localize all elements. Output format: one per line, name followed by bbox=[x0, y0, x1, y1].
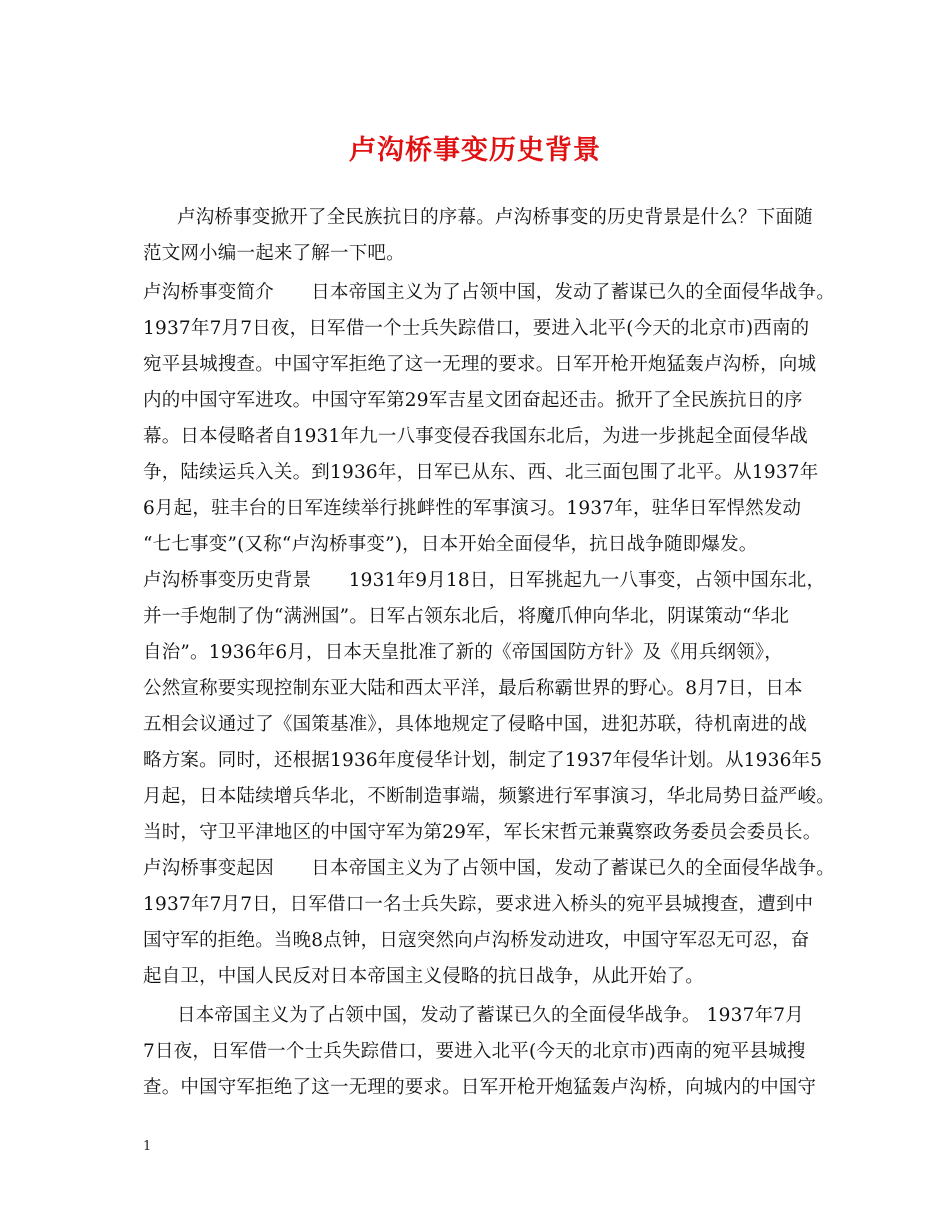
text-line: 公然宣称要实现控制东亚大陆和西太平洋，最后称霸世界的野心。8月7日，日本 bbox=[143, 678, 803, 699]
text-line: 卢沟桥事变简介 日本帝国主义为了占领中国，发动了蓄谋已久的全面侵华战争。 bbox=[143, 282, 835, 303]
text-line: 争，陆续运兵入关。到1936年，日军已从东、西、北三面包围了北平。从1937年 bbox=[143, 462, 819, 483]
text-line: 日本帝国主义为了占领中国，发动了蓄谋已久的全面侵华战争。 1937年7月 bbox=[177, 1005, 804, 1026]
page-number: 1 bbox=[143, 1139, 152, 1154]
text-line: 宛平县城搜查。中国守军拒绝了这一无理的要求。日军开枪开炮猛轰卢沟桥，向城 bbox=[143, 354, 817, 375]
text-line: 五相会议通过了《国策基准》，具体地规定了侵略中国，进犯苏联，待机南进的战 bbox=[143, 714, 807, 735]
text-line: 自治”。1936年6月，日本天皇批准了新的《帝国国防方针》及《用兵纲领》， bbox=[143, 642, 783, 663]
text-line: 1937年7月7日夜，日军借一个士兵失踪借口，要进入北平(今天的北京市)西南的 bbox=[143, 318, 810, 339]
page-title: 卢沟桥事变历史背景 bbox=[349, 135, 601, 166]
text-line: 1937年7月7日，日军借口一名士兵失踪，要求进入桥头的宛平县城搜查，遭到中 bbox=[143, 894, 814, 915]
text-line: 略方案。同时，还根据1936年度侵华计划，制定了1937年侵华计划。从1936年5 bbox=[143, 750, 823, 771]
text-line: 6月起，驻丰台的日军连续举行挑衅性的军事演习。1937年，驻华日军悍然发动 bbox=[143, 498, 802, 519]
text-line: 月起，日本陆续增兵华北，不断制造事端，频繁进行军事演习，华北局势日益严峻。 bbox=[143, 786, 835, 807]
text-line: 国守军的拒绝。当晚8点钟，日寇突然向卢沟桥发动进攻，中国守军忍无可忍，奋 bbox=[143, 930, 810, 951]
text-line: 起自卫，中国人民反对日本帝国主义侵略的抗日战争，从此开始了。 bbox=[143, 966, 705, 987]
text-line: 卢沟桥事变起因 日本帝国主义为了占领中国，发动了蓄谋已久的全面侵华战争。 bbox=[143, 858, 835, 879]
text-line: 卢沟桥事变掀开了全民族抗日的序幕。卢沟桥事变的历史背景是什么？下面随 bbox=[177, 207, 813, 228]
text-line: “七七事变”(又称“卢沟桥事变”)，日本开始全面侵华，抗日战争随即爆发。 bbox=[143, 534, 758, 555]
text-line: 并一手炮制了伪“满洲国”。日军占领东北后，将魔爪伸向华北，阴谋策动“华北 bbox=[143, 606, 790, 627]
text-line: 幕。日本侵略者自1931年九一八事变侵吞我国东北后，为进一步挑起全面侵华战 bbox=[143, 426, 808, 447]
text-line: 查。中国守军拒绝了这一无理的要求。日军开枪开炮猛轰卢沟桥，向城内的中国守 bbox=[143, 1077, 817, 1098]
text-line: 内的中国守军进攻。中国守军第29军吉星文团奋起还击。掀开了全民族抗日的序 bbox=[143, 390, 803, 411]
text-line: 卢沟桥事变历史背景 1931年9月18日，日军挑起九一八事变，占领中国东北， bbox=[143, 570, 826, 591]
text-line: 范文网小编一起来了解一下吧。 bbox=[143, 243, 405, 264]
text-line: 当时，守卫平津地区的中国守军为第29军，军长宋哲元兼冀察政务委员会委员长。 bbox=[143, 822, 822, 843]
text-line: 7日夜，日军借一个士兵失踪借口，要进入北平(今天的北京市)西南的宛平县城搜 bbox=[143, 1041, 806, 1062]
